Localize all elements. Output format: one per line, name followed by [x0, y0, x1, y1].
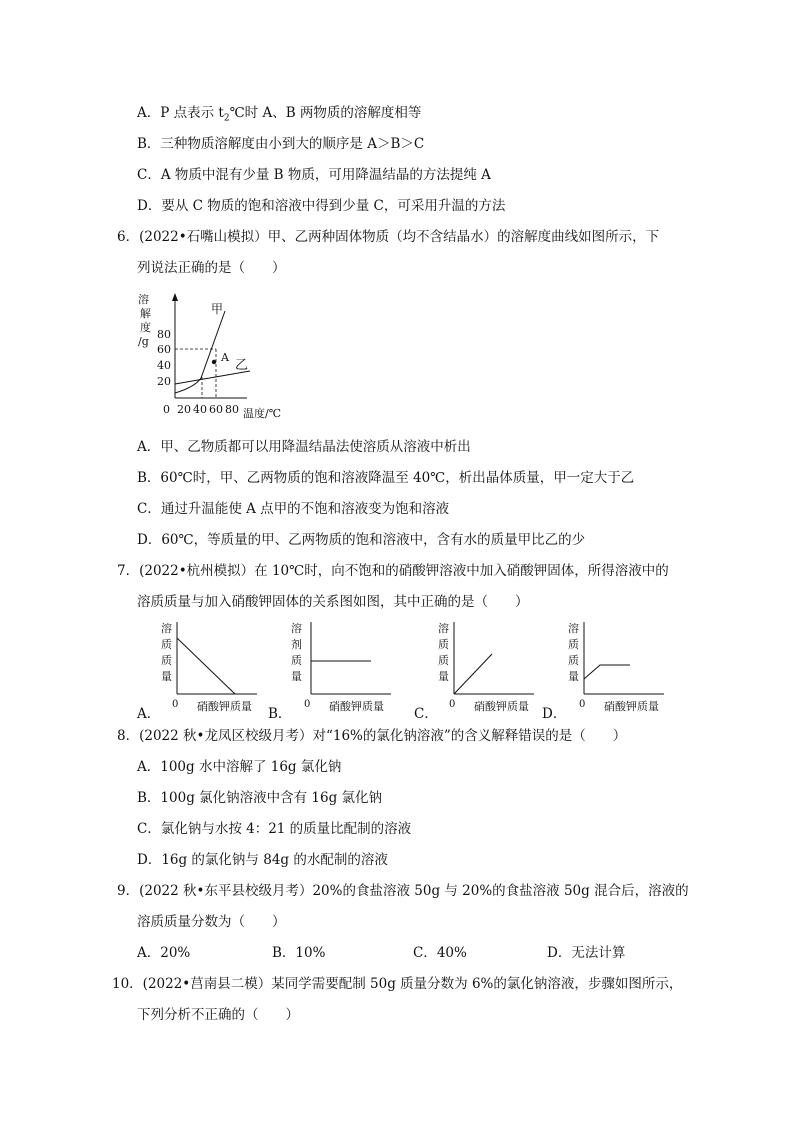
q7-graph-d — [564, 618, 674, 718]
q6-ytick-60: 60 — [157, 343, 171, 356]
q7-a-ylabel-1: 溶 — [161, 622, 172, 635]
q6-option-a: A．甲、乙物质都可以用降温结晶法使溶质从溶液中析出 — [137, 439, 471, 455]
q6-y-arrow — [172, 293, 178, 301]
q7-b-ylabel-4: 量 — [291, 670, 302, 683]
q6-ylabel-2: 解 — [140, 307, 151, 320]
q7-c-origin: 0 — [449, 699, 456, 710]
q6-xtick-20: 20 — [177, 403, 191, 416]
q7-a-ylabel-3: 质 — [161, 654, 172, 667]
q7-graph-a — [157, 618, 267, 718]
q7-c-ylabel-4: 量 — [438, 670, 449, 683]
q6-solubility-graph — [135, 287, 305, 427]
q7-a-xlabel: 硝酸钾质量 — [197, 700, 252, 713]
q7-c-ylabel-3: 质 — [438, 654, 449, 667]
q7-d-line — [584, 665, 630, 679]
q6-stem-line2: 列说法正确的是（ ） — [137, 260, 286, 276]
q6-ylabel-3: 度 — [140, 321, 151, 334]
q7-a-ylabel-2: 质 — [161, 638, 172, 651]
q7-stem-line1: 7．(2022•杭州模拟）在 10℃时，向不饱和的硝酸钾溶液中加入硝酸钾固体，所得溶液中的 — [117, 563, 669, 579]
q7-option-a-letter: A． — [137, 706, 161, 722]
q7-d-xlabel: 硝酸钾质量 — [604, 700, 659, 713]
q7-graph-b — [287, 618, 397, 718]
q10-stem-line2: 下列分析不正确的（ ） — [137, 1007, 299, 1023]
q7-b-origin: 0 — [304, 699, 311, 710]
q7-a-origin: 0 — [172, 699, 179, 710]
q6-point-a — [212, 360, 216, 364]
q7-b-ylabel-2: 剂 — [291, 638, 302, 651]
q6-xtick-40: 40 — [193, 403, 207, 416]
q7-c-ylabel-2: 质 — [438, 638, 449, 651]
q9-option-d: D．无法计算 — [547, 945, 626, 961]
q6-xlabel: 温度/℃ — [243, 407, 282, 420]
q7-b-ylabel-1: 溶 — [291, 622, 302, 635]
q7-option-b-letter: B． — [268, 706, 292, 722]
q5-option-a: A．P 点表示 $t_2℃$时 A、B 两物质的溶解度相等 — [137, 105, 422, 124]
q7-d-ylabel-2: 质 — [568, 638, 579, 651]
q9-option-c: C．40% — [413, 945, 467, 961]
q10-stem-line1: 10．(2022•莒南县二模）某同学需要配制 50g 质量分数为 6%的氯化钠溶液，步骤如图所示， — [112, 976, 683, 992]
q7-b-ylabel-3: 质 — [291, 654, 302, 667]
q6-option-d: D．60℃，等质量的甲、乙两物质的饱和溶液中，含有水的质量甲比乙的少 — [137, 532, 586, 548]
q6-xtick-60: 60 — [209, 403, 223, 416]
q9-option-b: B．10% — [272, 945, 326, 961]
q5-option-b: B．三种物质溶解度由小到大的顺序是 A＞B＞C — [137, 136, 425, 152]
q8-option-a: A．100g 水中溶解了 16g 氯化钠 — [137, 759, 342, 775]
q8-option-d: D．16g 的氯化钠与 84g 的水配制的溶液 — [137, 852, 388, 868]
q8-option-b: B．100g 氯化钠溶液中含有 16g 氯化钠 — [137, 790, 383, 806]
q6-label-yi: 乙 — [235, 358, 249, 373]
q6-label-jia: 甲 — [211, 302, 224, 316]
q7-c-line — [454, 654, 492, 694]
q6-xtick-80: 80 — [225, 403, 239, 416]
q7-b-xlabel: 硝酸钾质量 — [329, 700, 384, 713]
q7-option-c-letter: C． — [414, 706, 438, 722]
q6-ytick-80: 80 — [157, 328, 171, 341]
q6-stem-line1: 6．(2022•石嘴山模拟）甲、乙两种固体物质（均不含结晶水）的溶解度曲线如图所示，下 — [117, 229, 660, 245]
q6-option-b: B．60℃时，甲、乙两物质的饱和溶液降温至 40℃，析出晶体质量，甲一定大于乙 — [137, 470, 635, 486]
q7-c-xlabel: 硝酸钾质量 — [474, 700, 529, 713]
q7-c-ylabel-1: 溶 — [438, 622, 449, 635]
q7-d-ylabel-1: 溶 — [568, 622, 579, 635]
q7-d-ylabel-3: 质 — [568, 654, 579, 667]
q7-d-origin: 0 — [579, 699, 586, 710]
q6-option-c: C．通过升温能使 A 点甲的不饱和溶液变为饱和溶液 — [137, 501, 450, 517]
q5-option-c: C．A 物质中混有少量 B 物质，可用降温结晶的方法提纯 A — [137, 167, 491, 183]
q7-a-ylabel-4: 量 — [161, 670, 172, 683]
q6-curve-jia — [175, 311, 225, 393]
q6-origin: 0 — [163, 403, 170, 416]
q6-ytick-40: 40 — [157, 359, 171, 372]
q7-graph-c — [434, 618, 544, 718]
q9-stem-line1: 9．(2022 秋•东平县校级月考）20%的食盐溶液 50g 与 20%的食盐溶液 50g 混合后，溶液的 — [117, 883, 689, 899]
q8-stem: 8．(2022 秋•龙凤区校级月考）对“16%的氯化钠溶液”的含义解释错误的是（ ） — [117, 728, 627, 744]
q7-stem-line2: 溶质质量与加入硝酸钾固体的关系图如图，其中正确的是（ ） — [137, 594, 529, 610]
q6-point-a-label: A — [221, 351, 229, 364]
q7-a-line — [177, 638, 235, 694]
q8-option-c: C．氯化钠与水按 4：21 的质量比配制的溶液 — [137, 821, 412, 837]
q6-ylabel-4: /g — [138, 335, 149, 348]
q9-option-a: A．20% — [137, 945, 191, 961]
q7-d-ylabel-4: 量 — [568, 670, 579, 683]
q6-ytick-20: 20 — [157, 375, 171, 388]
q5-option-d: D．要从 C 物质的饱和溶液中得到少量 C，可采用升温的方法 — [137, 198, 506, 214]
q9-stem-line2: 溶质质量分数为（ ） — [137, 914, 286, 930]
q7-option-d-letter: D． — [542, 706, 567, 722]
q6-ylabel-1: 溶 — [138, 293, 149, 306]
